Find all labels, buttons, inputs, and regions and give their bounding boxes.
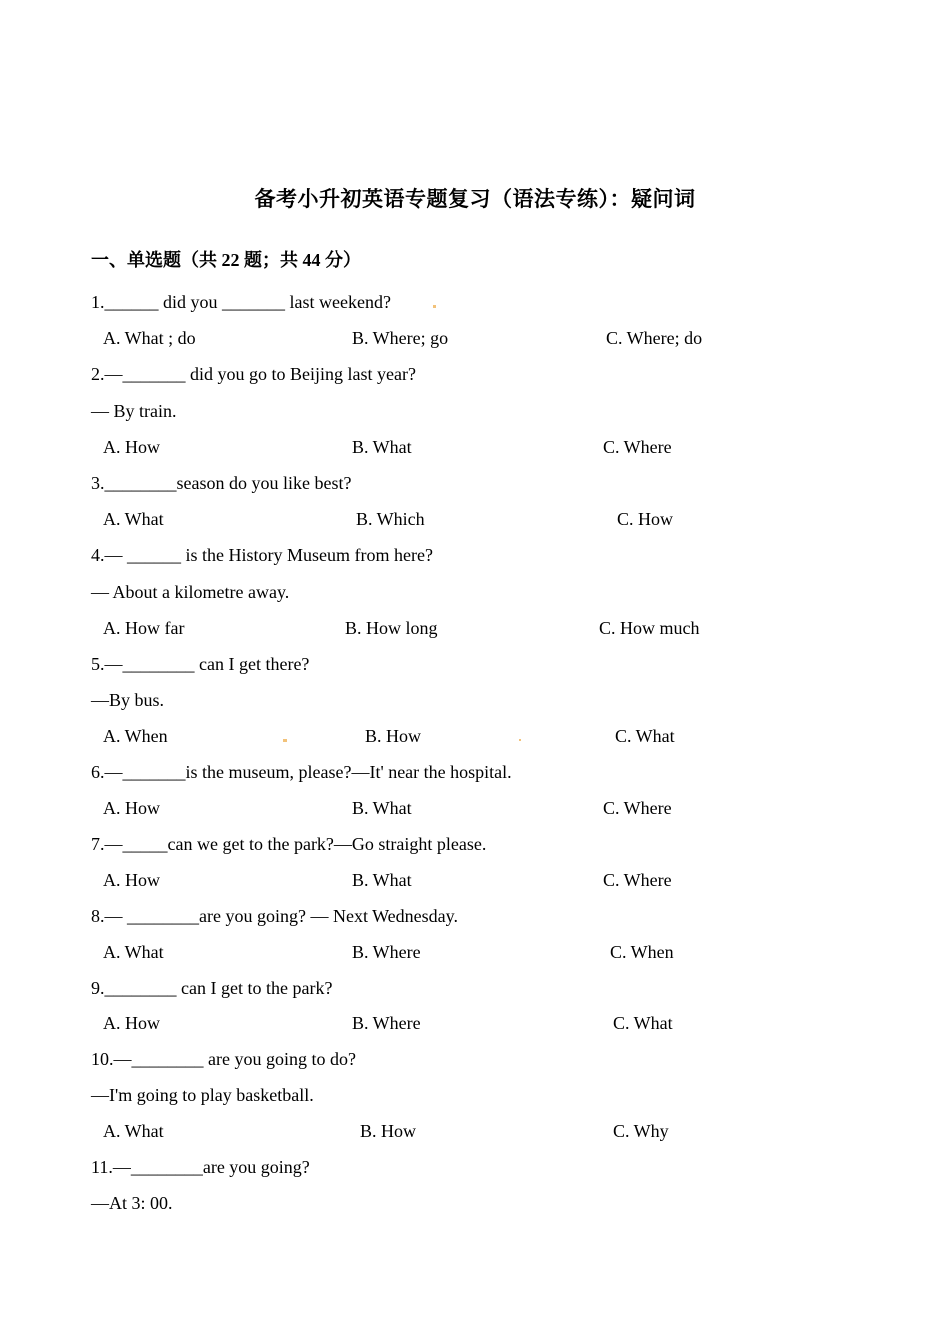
question-1-stem: 1.______ did you _______ last weekend? — [91, 292, 391, 312]
question-4-reply: — About a kilometre away. — [91, 582, 290, 602]
question-9-option-b[interactable]: B. Where — [352, 1013, 421, 1033]
question-4-option-b[interactable]: B. How long — [345, 618, 438, 638]
question-2-reply: — By train. — [91, 401, 177, 421]
question-7-stem: 7.—_____can we get to the park?—Go straight please. — [91, 834, 487, 854]
question-5-reply: —By bus. — [91, 690, 165, 710]
question-8-stem: 8.— ________are you going? — Next Wednesday. — [91, 906, 458, 926]
question-5-option-c[interactable]: C. What — [615, 726, 675, 746]
question-1-option-a[interactable]: A. What ; do — [103, 328, 196, 348]
question-9-option-c[interactable]: C. What — [613, 1013, 673, 1033]
question-6-stem: 6.—_______is the museum, please?—It' near the hospital. — [91, 762, 512, 782]
question-8-option-c[interactable]: C. When — [610, 942, 674, 962]
question-9-stem: 9.________ can I get to the park? — [91, 978, 333, 998]
question-6-option-c[interactable]: C. Where — [603, 798, 672, 818]
question-3-option-a[interactable]: A. What — [103, 509, 164, 529]
scan-mark — [433, 305, 436, 308]
question-2-stem: 2.—_______ did you go to Beijing last year? — [91, 364, 416, 384]
question-2-option-c[interactable]: C. Where — [603, 437, 672, 457]
question-4-option-c[interactable]: C. How much — [599, 618, 700, 638]
scan-mark — [283, 739, 287, 742]
question-10-reply: —I'm going to play basketball. — [91, 1085, 314, 1105]
question-2-option-a[interactable]: A. How — [103, 437, 160, 457]
question-8-option-a[interactable]: A. What — [103, 942, 164, 962]
question-5-stem: 5.—________ can I get there? — [91, 654, 310, 674]
question-6-option-a[interactable]: A. How — [103, 798, 160, 818]
section-heading: 一、单选题（共 22 题；共 44 分） — [91, 250, 361, 270]
question-3-stem: 3.________season do you like best? — [91, 473, 352, 493]
question-10-option-a[interactable]: A. What — [103, 1121, 164, 1141]
page-title: 备考小升初英语专题复习（语法专练）：疑问词 — [254, 187, 696, 211]
question-4-stem: 4.— ______ is the History Museum from here? — [91, 545, 433, 565]
question-1-option-c[interactable]: C. Where; do — [606, 328, 703, 348]
question-9-option-a[interactable]: A. How — [103, 1013, 160, 1033]
question-11-reply: —At 3: 00. — [91, 1193, 173, 1213]
scan-mark — [519, 739, 521, 741]
question-2-option-b[interactable]: B. What — [352, 437, 412, 457]
question-4-option-a[interactable]: A. How far — [103, 618, 185, 638]
question-7-option-c[interactable]: C. Where — [603, 870, 672, 890]
question-10-option-c[interactable]: C. Why — [613, 1121, 669, 1141]
question-7-option-a[interactable]: A. How — [103, 870, 160, 890]
question-1-option-b[interactable]: B. Where; go — [352, 328, 449, 348]
question-3-option-c[interactable]: C. How — [617, 509, 674, 529]
question-10-stem: 10.—________ are you going to do? — [91, 1049, 356, 1069]
question-3-option-b[interactable]: B. Which — [356, 509, 425, 529]
question-5-option-a[interactable]: A. When — [103, 726, 168, 746]
question-11-stem: 11.—________are you going? — [91, 1157, 310, 1177]
question-6-option-b[interactable]: B. What — [352, 798, 412, 818]
question-7-option-b[interactable]: B. What — [352, 870, 412, 890]
question-10-option-b[interactable]: B. How — [360, 1121, 417, 1141]
question-8-option-b[interactable]: B. Where — [352, 942, 421, 962]
question-5-option-b[interactable]: B. How — [365, 726, 422, 746]
